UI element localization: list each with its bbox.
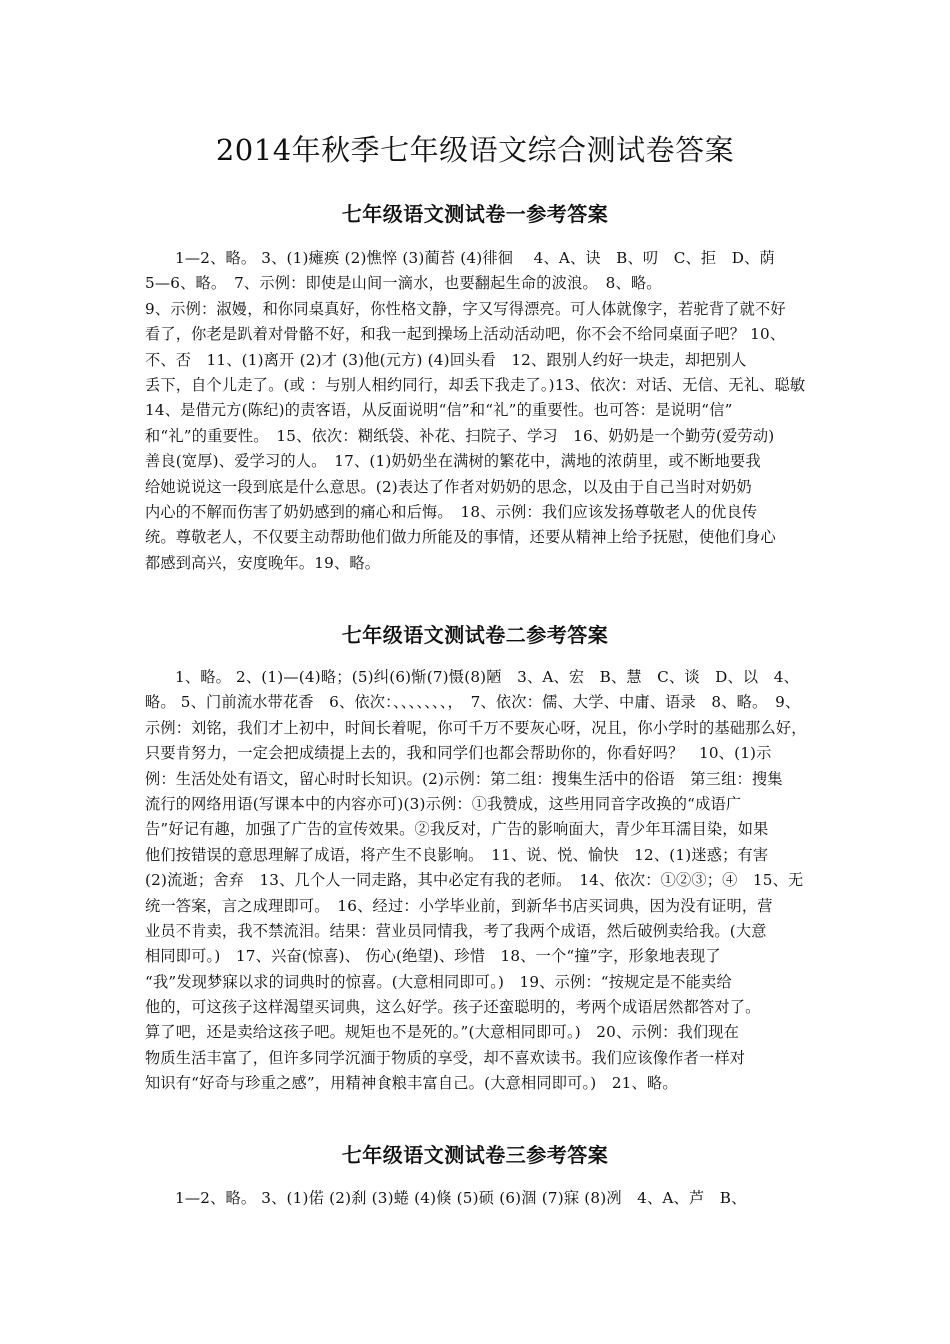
answer-line: 统一答案，言之成理即可。 16、经过：小学毕业前，到新华书店买词典，因为没有证明，营 xyxy=(145,896,773,915)
answer-line: 物质生活丰富了，但许多同学沉湎于物质的享受，却不喜欢读书。我们应该像作者一样对 xyxy=(145,1048,746,1067)
answer-line: 他们按错误的意思理解了成语，将产生不良影响。 11、说、悦、愉快 12、(1)迷惑；有害 xyxy=(145,845,769,864)
document-title: 2014年秋季七年级语文综合测试卷答案 xyxy=(215,133,735,167)
answer-line: 14、是借元方(陈纪)的责客语，从反面说明“信”和“礼”的重要性。也可答：是说明“信” xyxy=(145,401,733,420)
section-heading-3: 七年级语文测试卷三参考答案 xyxy=(341,1143,609,1167)
answer-line: 丢下，自个儿走了。(或 ：与别人相约同行，却丢下我走了。)13、依次：对话、无信、无礼、聪敏 xyxy=(145,375,806,394)
answer-line: 示例：刘铭，我们才上初中，时间长着呢，你可千万不要灰心呀，况且，你小学时的基础那么好， xyxy=(145,718,807,737)
answer-line: 告”好记有趣，加强了广告的宣传效果。②我反对，广告的影响面大，青少年耳濡目染，如果 xyxy=(145,820,769,839)
answer-line: 相同即可。) 17、兴奋(惊喜)、 伤心(绝望)、珍惜 18、一个“撞”字，形象地表现了 xyxy=(145,947,721,966)
section-heading-2: 七年级语文测试卷二参考答案 xyxy=(341,623,609,647)
answer-line: 善良(宽厚)、爱学习的人。 17、(1)奶奶坐在满树的繁花中，满地的浓荫里，或不断地要我 xyxy=(145,452,761,471)
answer-line: 业员不肯卖，我不禁流泪。结果：营业员同情我，考了我两个成语，然后破例卖给我。(大意 xyxy=(145,921,767,940)
answer-line: 和“礼”的重要性。 15、依次：糊纸袋、补花、扫院子、学习 16、奶奶是一个勤劳(爱劳动) xyxy=(145,426,775,445)
answer-line: 1—2、略。 3、(1)偌 (2)刹 (3)蜷 (4)倏 (5)硕 (6)涸 (7)寐 (8)冽 4、A、芦 B、 xyxy=(175,1189,747,1207)
answer-line: 内心的不解而伤害了奶奶感到的痛心和后悔。 18、示例：我们应该发扬尊敬老人的优良传 xyxy=(145,502,758,521)
answer-line: 统。尊敬老人，不仅要主动帮助他们做力所能及的事情，还要从精神上给予抚慰，使他们身心 xyxy=(145,528,776,547)
answer-line: 9、示例：淑嫚，和你同桌真好，你性格文静，字又写得漂亮。可人体就像字，若驼背了就不好 xyxy=(145,299,786,318)
answer-line: 算了吧，还是卖给这孩子吧。规矩也不是死的。”(大意相同即可。) 20、示例：我们现在 xyxy=(145,1023,740,1042)
answer-line: 例：生活处处有语文，留心时时长知识。(2)示例：第二组：搜集生活中的俗语 第三组：搜集 xyxy=(145,769,783,788)
answer-line: 5—6、略。 7、示例：即使是山间一滴水，也要翻起生命的波浪。 8、略。 xyxy=(145,274,662,293)
answer-line: 只要肯努力，一定会把成绩提上去的，我和同学们也都会帮助你的，你看好吗？ 10、(1)示 xyxy=(145,744,772,763)
section-body-2 xyxy=(145,665,813,1097)
answer-line: 都感到高兴，安度晚年。19、略。 xyxy=(145,553,381,572)
answer-line: 流行的网络用语(写课本中的内容亦可)(3)示例：①我赞成，这些用同音字改换的“成语广 xyxy=(145,794,742,813)
answer-line: 1—2、略。 3、(1)瘫痪 (2)憔悴 (3)蔺苔 (4)徘徊 4、A、诀 B、叨 C、拒 D、荫 xyxy=(175,249,775,267)
answer-line: “我”发现梦寐以求的词典时的惊喜。(大意相同即可。) 19、示例：“按规定是不能卖给 xyxy=(145,972,732,991)
section-body-3 xyxy=(145,1186,813,1211)
answer-line: 看了，你老是趴着对骨骼不好，和我一起到操场上活动活动吧，你不会不给同桌面子吧？ 10、 xyxy=(145,325,786,344)
section-heading-1: 七年级语文测试卷一参考答案 xyxy=(341,202,609,226)
answer-line: 略。 5、门前流水带花香 6、依次：、、、、、、、， 7、依次：儒、大学、中庸、语录 8、略。 9、 xyxy=(145,693,801,712)
answer-line: 知识有“好奇与珍重之感”，用精神食粮丰富自己。(大意相同即可。) 21、略。 xyxy=(145,1074,678,1093)
answer-line: 给她说说这一段到底是什么意思。(2)表达了作者对奶奶的思念，以及由于自己当时对奶奶 xyxy=(145,477,752,496)
section-body-1 xyxy=(145,246,813,576)
answer-line: 他的，可这孩子这样渴望买词典，这么好学。孩子还蛮聪明的，考两个成语居然都答对了。 xyxy=(145,998,761,1017)
answer-line: 不、否 11、(1)离开 (2)才 (3)他(元方) (4)回头看 12、跟别人约好一块走，却把别人 xyxy=(145,350,747,369)
answer-line: (2)流逝；舍弃 13、几个人一同走路，其中必定有我的老师。 14、依次：①②③；④ 15、无 xyxy=(145,871,804,890)
answer-line: 1、略。 2、(1)—(4)略；(5)纠(6)惭(7)慑(8)陋 3、A、宏 B、慧 C、谈 D、以 4、 xyxy=(175,668,799,686)
